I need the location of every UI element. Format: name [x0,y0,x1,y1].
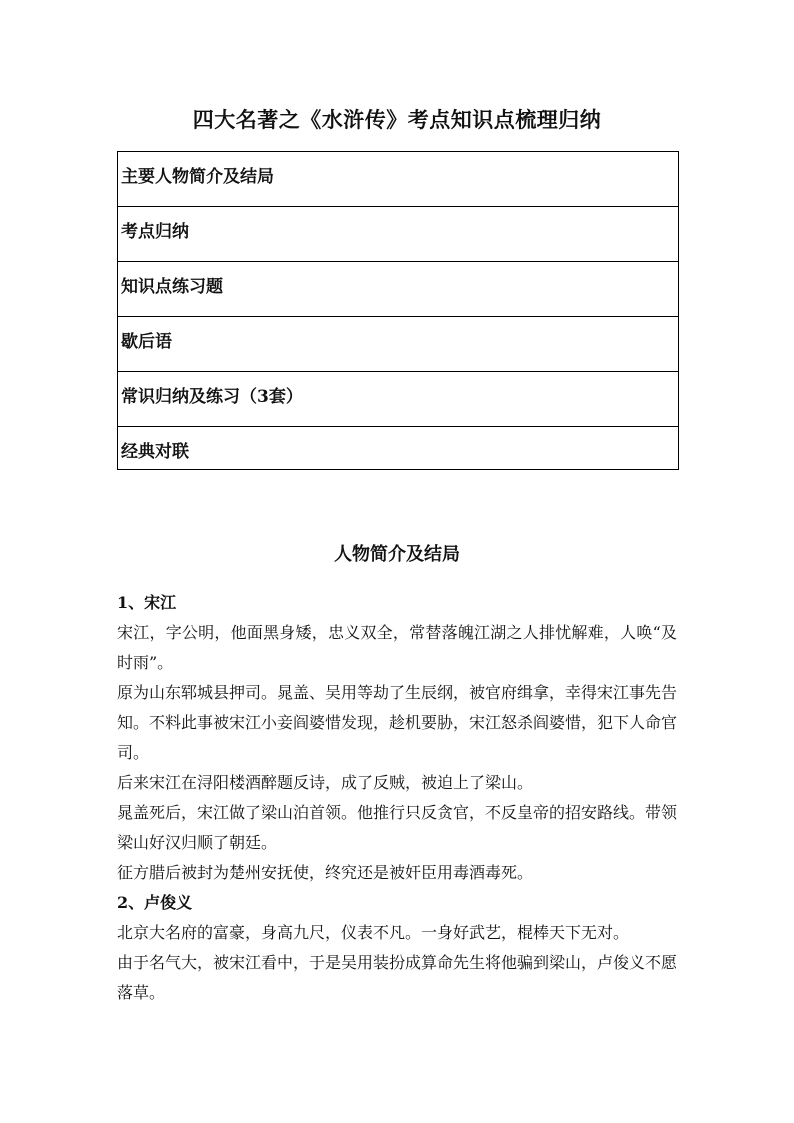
paragraph: 宋江，字公明，他面黑身矮，忠义双全，常替落魄江湖之人排忧解难，人唤“及时雨”。 [117,623,677,672]
paragraph: 由于名气大，被宋江看中，于是吴用装扮成算命先生将他骗到梁山，卢俊义不愿落草。 [117,953,678,1002]
paragraph: 北京大名府的富豪，身高九尺，仪表不凡。一身好武艺，棍棒天下无对。 [117,923,630,942]
page-title: 四大名著之《水浒传》考点知识点梳理归纳 [192,107,602,132]
toc-item-couplets: 经典对联 [121,442,189,462]
paragraph: 征方腊后被封为楚州安抚使，终究还是被奸臣用毒酒毒死。 [117,863,534,882]
character-entry [117,588,677,888]
toc-item-exercises: 知识点练习题 [118,262,678,317]
character-heading: 2、卢俊义 [117,893,193,912]
toc-item-xiehouyu: 歇后语 [118,317,678,372]
paragraph: 晁盖死后，宋江做了梁山泊首领。他推行只反贪官，不反皇帝的招安路线。带领梁山好汉归顺了朝廷。 [117,803,678,852]
toc-item-common-knowledge: 常识归纳及练习（3套） [118,372,678,427]
contents-table [117,151,679,470]
section-title: 人物简介及结局 [334,544,460,565]
toc-item-exam-points: 考点归纳 [118,207,678,262]
section-body [117,588,677,1008]
character-heading: 1、宋江 [117,593,177,612]
character-entry [117,888,677,1008]
paragraph: 后来宋江在浔阳楼酒醉题反诗，成了反贼，被迫上了梁山。 [117,773,534,792]
toc-item-characters: 主要人物简介及结局 [118,152,678,207]
paragraph: 原为山东郓城县押司。晁盖、吴用等劫了生辰纲，被官府缉拿，幸得宋江事先告知。不料此事被宋江小妾阎婆惜发现，趁机要胁，宋江怒杀阎婆惜，犯下人命官司。 [117,683,678,762]
